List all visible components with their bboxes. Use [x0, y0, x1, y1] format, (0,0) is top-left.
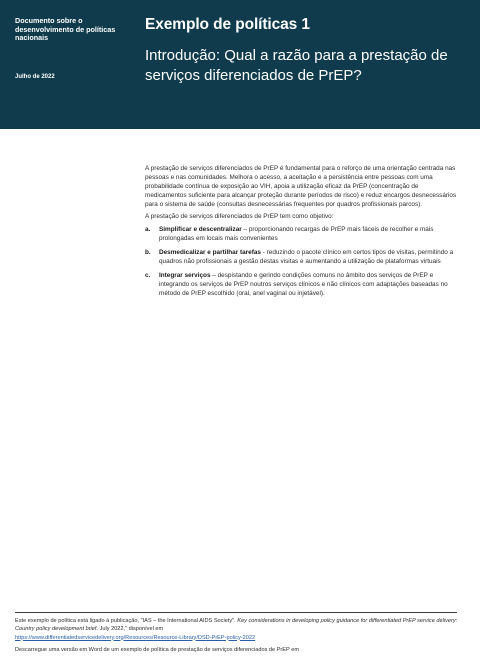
citation-prefix: Este exemplo de política está ligado à publicação, "IAS – the International AIDS Society".	[15, 618, 238, 624]
list-item	[145, 271, 457, 298]
list-item	[145, 248, 457, 266]
citation-suffix: July 2022," disponível em	[98, 626, 164, 633]
list-marker: b.	[145, 248, 151, 256]
objectives-list	[145, 225, 457, 299]
document-header	[0, 0, 480, 129]
objective-title: Integrar serviços	[159, 271, 211, 279]
citation-link[interactable]: https://www.differentiatedservicedelivery.org/Resources/Resource-Library/DSD-PrEP-policy-2022	[15, 634, 256, 641]
footer-divider	[15, 612, 457, 613]
objective-lead: A prestação de serviços diferenciados de PrEP tem como objetivo:	[145, 213, 334, 221]
footer-notes	[15, 617, 460, 654]
objective-text: – proporcionando recargas de PrEP mais fáceis de recolher e mais prolongadas em locais mais convenientes	[159, 225, 434, 242]
objective-text: – despistando e gerindo condições comuns no âmbito dos serviços de PrEP e integrando os serviços de PrEP noutros serviços clínicos e não clínicos com adaptações baseadas no método de PrEP escolhido (oral, anel vaginal ou injetável).	[159, 271, 448, 298]
page-title: Exemplo de políticas 1	[145, 16, 310, 33]
citation-note	[15, 617, 460, 642]
page-subtitle: Introdução: Qual a razão para a prestação de serviços diferenciados de PrEP?	[145, 47, 448, 84]
list-item	[145, 225, 457, 243]
document-type-label: Documento sobre o desenvolvimento de políticas nacionais	[15, 16, 116, 43]
objective-title: Desmedicalizar e partilhar tarefas	[159, 248, 261, 256]
list-marker: c.	[145, 271, 151, 279]
intro-paragraph: A prestação de serviços diferenciados de PrEP é fundamental para o reforço de uma orientação centrada nas pessoas e nas comunidades. Melhora o acesso, a aceitação e a persistência entre pessoas com uma probabilidade contínua de exposição ao VIH, apoia a utilização eficaz da PrEP (concentração de medicamentos suficiente para alcançar proteção durante períodos de risco) e reduz encargos desnecessários para o sistema de saúde (consultas desnecessárias frequentes por quadros profissionais parcos).	[145, 165, 457, 209]
objective-title: Simplificar e descentralizar	[159, 225, 242, 233]
objective-text: - reduzindo o pacote clínico em certos tipos de visitas, permitindo a quadros não profissionais a gestão destas visitas e aumentando a utilização de plataformas virtuais	[159, 248, 454, 265]
document-date: Julho de 2022	[15, 74, 55, 80]
main-content	[145, 164, 457, 303]
citation-title: Key considerations in developing policy guidance for differentiated PrEP service delivery: Country policy development brief.	[15, 618, 458, 633]
list-marker: a.	[145, 225, 151, 233]
download-note: Descarregue uma versão em Word de um exemplo de política de prestação de serviços diferenciados de PrEP em	[15, 646, 299, 653]
